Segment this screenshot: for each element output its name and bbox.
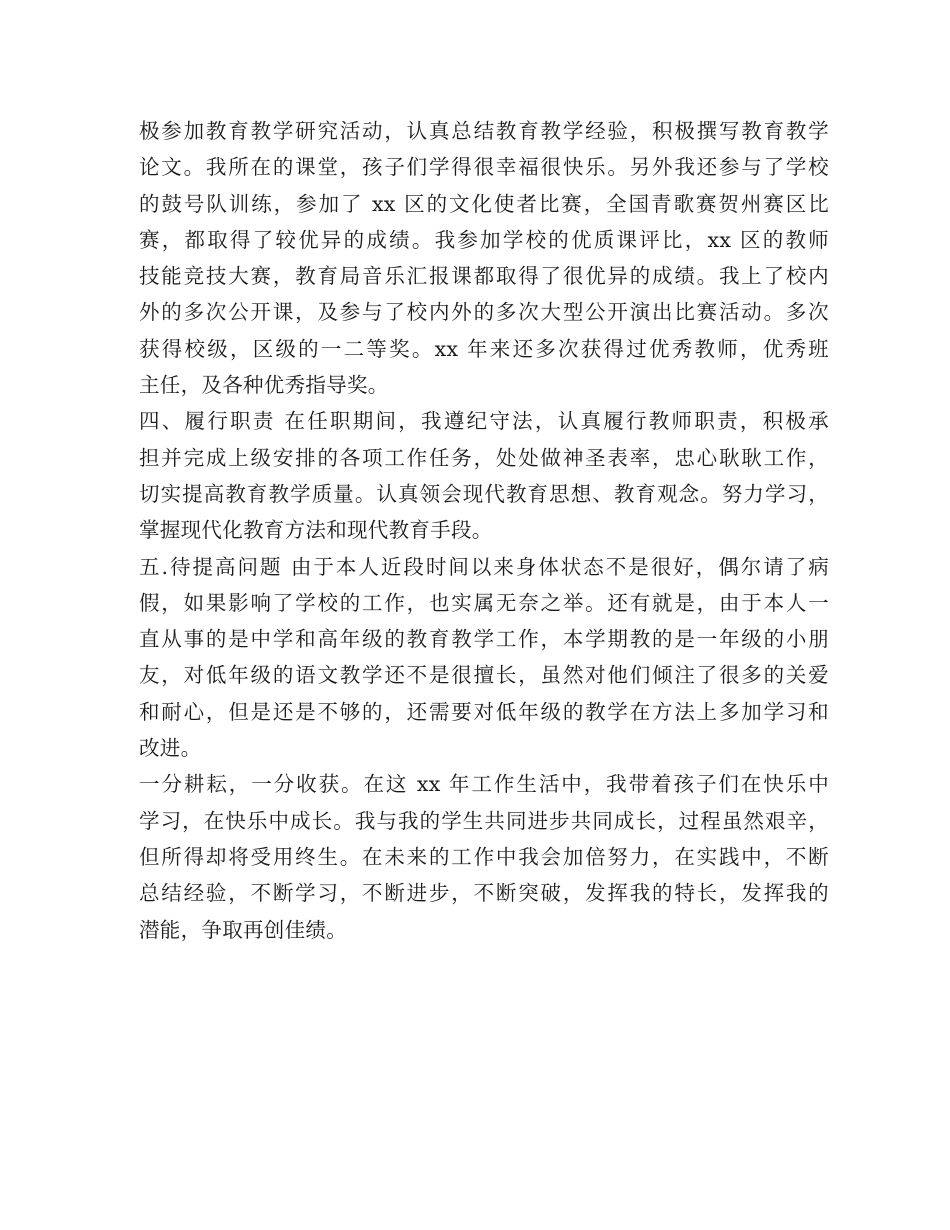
text-line-3: 的鼓号队训练，参加了 xx 区的文化使者比赛，全国青歌赛贺州赛区比 xyxy=(139,191,829,216)
text-line-13: 五.待提高问题 由于本人近段时间以来身体状态不是很好，偶尔请了病 xyxy=(139,554,829,579)
text-line-14: 假，如果影响了学校的工作，也实属无奈之举。还有就是，由于本人一 xyxy=(139,590,829,615)
text-line-19: 一分耕耘，一分收获。在这 xx 年工作生活中，我带着孩子们在快乐中 xyxy=(139,772,829,797)
text-line-10: 担并完成上级安排的各项工作任务，处处做神圣表率，忠心耿耿工作， xyxy=(139,445,829,470)
text-line-4: 赛，都取得了较优异的成绩。我参加学校的优质课评比，xx 区的教师 xyxy=(139,227,829,252)
text-line-7: 获得校级，区级的一二等奖。xx 年来还多次获得过优秀教师，优秀班 xyxy=(139,336,829,361)
text-line-20: 学习，在快乐中成长。我与我的学生共同进步共同成长，过程虽然艰辛， xyxy=(139,808,829,833)
text-line-2: 论文。我所在的课堂，孩子们学得很幸福很快乐。另外我还参与了学校 xyxy=(139,155,829,180)
text-line-9: 四、履行职责 在任职期间，我遵纪守法，认真履行教师职责，积极承 xyxy=(139,409,829,434)
text-line-18: 改进。 xyxy=(139,736,202,761)
text-line-15: 直从事的是中学和高年级的教育教学工作，本学期教的是一年级的小朋 xyxy=(139,627,829,652)
text-line-8: 主任，及各种优秀指导奖。 xyxy=(139,373,389,398)
text-line-5: 技能竞技大赛，教育局音乐汇报课都取得了很优异的成绩。我上了校内 xyxy=(139,264,829,289)
text-line-17: 和耐心，但是还是不够的，还需要对低年级的教学在方法上多加学习和 xyxy=(139,699,829,724)
text-line-16: 友，对低年级的语文教学还不是很擅长，虽然对他们倾注了很多的关爱 xyxy=(139,663,829,688)
text-line-21: 但所得却将受用终生。在未来的工作中我会加倍努力，在实践中，不断 xyxy=(139,844,829,869)
text-line-1: 极参加教育教学研究活动，认真总结教育教学经验，积极撰写教育教学 xyxy=(139,119,829,143)
text-line-23: 潜能，争取再创佳绩。 xyxy=(139,917,347,942)
text-line-22: 总结经验，不断学习，不断进步，不断突破，发挥我的特长，发挥我的 xyxy=(139,881,829,906)
document-body xyxy=(139,113,829,948)
text-line-11: 切实提高教育教学质量。认真领会现代教育思想、教育观念。努力学习， xyxy=(139,481,829,506)
text-line-12: 掌握现代化教育方法和现代教育手段。 xyxy=(139,518,493,543)
text-line-6: 外的多次公开课，及参与了校内外的多次大型公开演出比赛活动。多次 xyxy=(139,300,829,325)
